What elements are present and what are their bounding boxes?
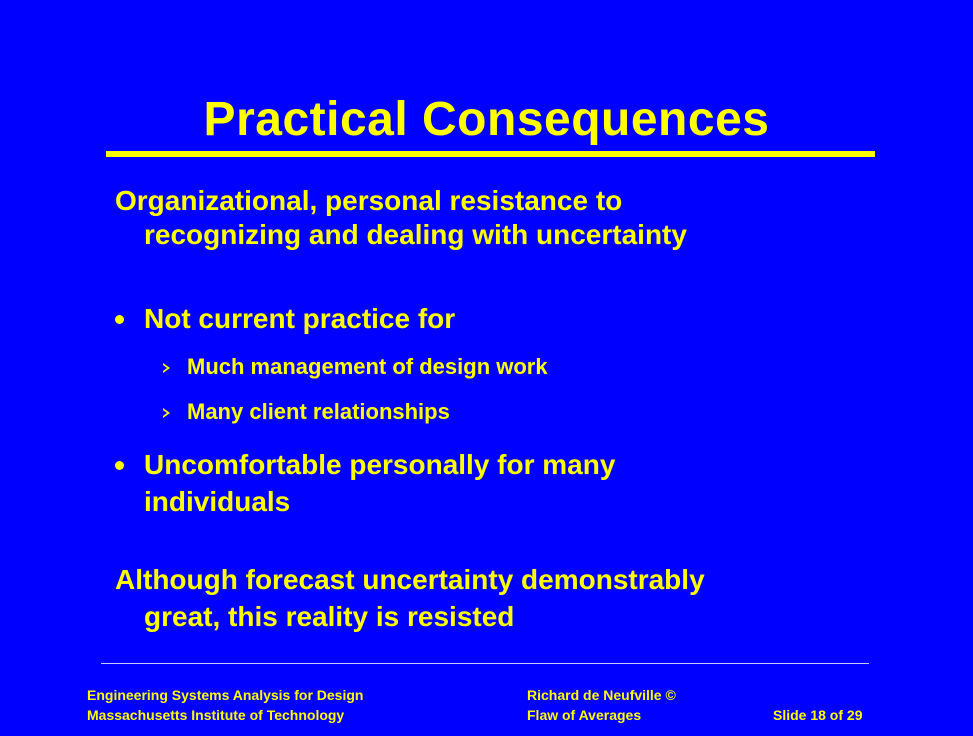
footer-institution: Massachusetts Institute of Technology xyxy=(87,707,345,723)
footer-topic: Flaw of Averages xyxy=(527,707,642,723)
arrow-bullet-icon xyxy=(163,363,170,373)
footer-slide-number: Slide 18 of 29 xyxy=(773,707,863,723)
conclusion-paragraph xyxy=(115,563,705,634)
slide-title: Practical Consequences xyxy=(203,93,770,146)
sub-bullet-text: Many client relationships xyxy=(187,399,450,424)
conclusion-paragraph-line-2: great, this reality is resisted xyxy=(144,601,515,632)
intro-paragraph xyxy=(115,184,687,252)
footer-course: Engineering Systems Analysis for Design xyxy=(87,687,364,703)
intro-paragraph-line-1: Organizational, personal resistance to xyxy=(115,185,623,216)
conclusion-paragraph-line-1: Although forecast uncertainty demonstrably xyxy=(115,564,705,595)
arrow-bullet-icon xyxy=(163,408,170,418)
title-underline xyxy=(106,151,875,157)
bullet-text: Not current practice for xyxy=(144,303,456,334)
bullet-dot-icon xyxy=(115,315,124,324)
bullet-dot-icon xyxy=(115,461,124,470)
bullet-text-line-1: Uncomfortable personally for many xyxy=(144,449,616,480)
footer-divider xyxy=(101,663,869,664)
footer-author: Richard de Neufville © xyxy=(527,687,676,703)
sub-bullet-text: Much management of design work xyxy=(187,354,548,379)
intro-paragraph-line-2: recognizing and dealing with uncertainty xyxy=(144,219,687,250)
bullet-text-line-2: individuals xyxy=(144,486,291,517)
